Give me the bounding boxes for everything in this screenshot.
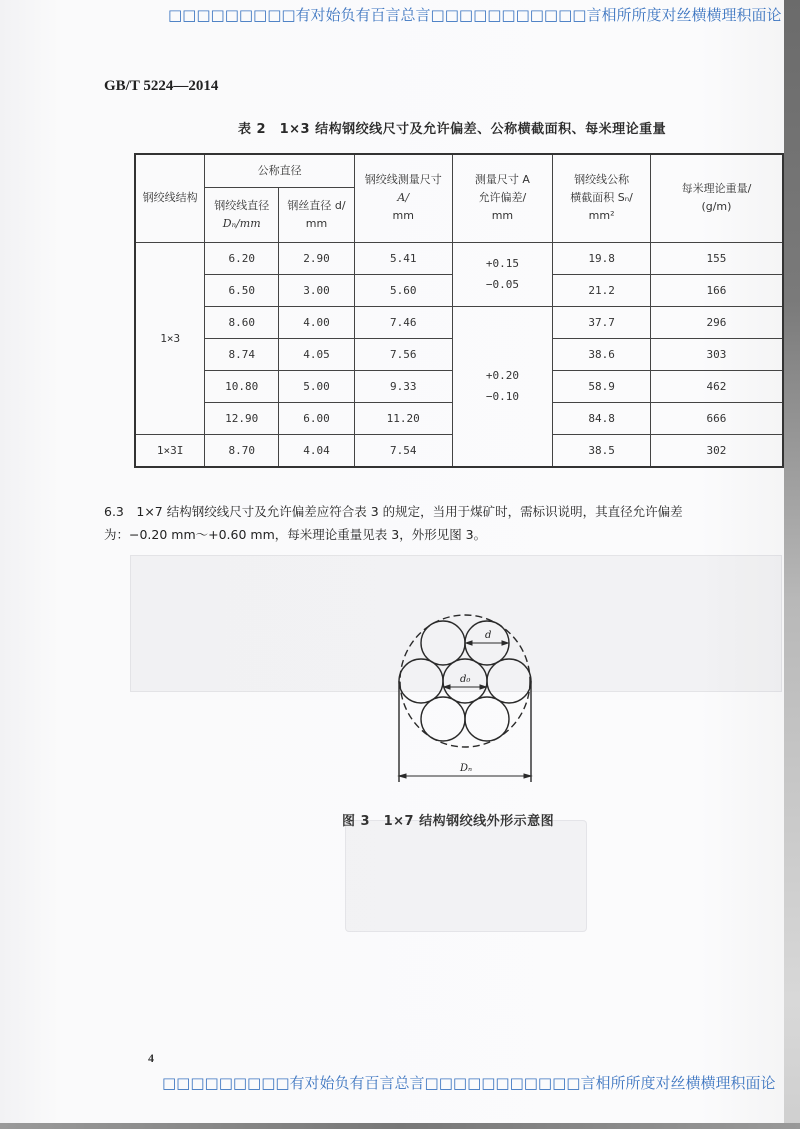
- header-area: 钢绞线公称 横截面积 Sₙ/ mm²: [553, 154, 651, 242]
- cell-weight: 166: [650, 274, 783, 306]
- section-6-3-paragraph: [104, 500, 774, 546]
- figure-caption: 图 3 1×7 结构钢绞线外形示意图: [342, 814, 555, 829]
- cell-weight: 666: [650, 402, 783, 434]
- label-d0: d₀: [460, 674, 471, 685]
- strand-cross-section-diagram: [380, 596, 550, 786]
- cell-area: 38.6: [553, 338, 651, 370]
- header-weight: 每米理论重量/ (g/m): [650, 154, 783, 242]
- cell-measured: 9.33: [354, 370, 452, 402]
- cell-area: 38.5: [553, 434, 651, 467]
- cell-area: 37.7: [553, 306, 651, 338]
- page-number: 4: [148, 1051, 154, 1065]
- cell-weight: 296: [650, 306, 783, 338]
- cell-wire-diameter: 2.90: [279, 242, 355, 274]
- cell-area: 21.2: [553, 274, 651, 306]
- cell-area: 58.9: [553, 370, 651, 402]
- cell-area: 84.8: [553, 402, 651, 434]
- cell-measured: 11.20: [354, 402, 452, 434]
- cell-weight: 462: [650, 370, 783, 402]
- cell-measured: 7.46: [354, 306, 452, 338]
- cell-area: 19.8: [553, 242, 651, 274]
- cell-wire-diameter: 3.00: [279, 274, 355, 306]
- standard-code: GB/T 5224—2014: [104, 78, 219, 94]
- cell-wire-diameter: 5.00: [279, 370, 355, 402]
- header-measured-size: 钢绞线测量尺寸 A/ mm: [354, 154, 452, 242]
- cell-wire-diameter: 4.05: [279, 338, 355, 370]
- scan-edge-bottom: [0, 1123, 800, 1129]
- bleed-through-figure: [345, 820, 587, 932]
- cell-structure: 1×3: [135, 242, 205, 434]
- table-row: [135, 306, 783, 338]
- label-d: d: [485, 630, 492, 641]
- cell-measured: 5.41: [354, 242, 452, 274]
- cell-wire-diameter: 4.00: [279, 306, 355, 338]
- watermark-top: □□□□□□□□□有对始负有百言总言□□□□□□□□□□□言相所所度对丝横横理积面论: [168, 6, 782, 24]
- header-tolerance: 测量尺寸 A 允许偏差/ mm: [452, 154, 553, 242]
- header-nominal-diameter: 公称直径: [205, 154, 355, 187]
- table-row: [135, 242, 783, 274]
- table-caption: 表 2 1×3 结构钢绞线尺寸及允许偏差、公称横截面积、每米理论重量: [238, 122, 667, 137]
- cell-weight: 303: [650, 338, 783, 370]
- cell-strand-diameter: 8.70: [205, 434, 279, 467]
- label-Dn: Dₙ: [460, 763, 473, 774]
- paragraph-line-2: 为：−0.20 mm～+0.60 mm，每米理论重量见表 3，外形见图 3。: [104, 527, 487, 542]
- cell-tolerance: +0.20 −0.10: [452, 306, 553, 467]
- header-wire-diameter: 钢丝直径 d/ mm: [279, 187, 355, 242]
- cell-wire-diameter: 6.00: [279, 402, 355, 434]
- cell-strand-diameter: 8.74: [205, 338, 279, 370]
- strand-spec-table: [134, 153, 784, 468]
- cell-strand-diameter: 6.50: [205, 274, 279, 306]
- cell-strand-diameter: 12.90: [205, 402, 279, 434]
- cell-tolerance: +0.15 −0.05: [452, 242, 553, 306]
- cell-strand-diameter: 8.60: [205, 306, 279, 338]
- cell-weight: 155: [650, 242, 783, 274]
- cell-weight: 302: [650, 434, 783, 467]
- cell-strand-diameter: 6.20: [205, 242, 279, 274]
- cell-measured: 7.54: [354, 434, 452, 467]
- header-structure: 钢绞线结构: [135, 154, 205, 242]
- cell-structure: 1×3I: [135, 434, 205, 467]
- cell-measured: 7.56: [354, 338, 452, 370]
- cell-strand-diameter: 10.80: [205, 370, 279, 402]
- cell-wire-diameter: 4.04: [279, 434, 355, 467]
- cell-measured: 5.60: [354, 274, 452, 306]
- header-strand-diameter: 钢绞线直径 Dₙ/mm: [205, 187, 279, 242]
- paragraph-line-1: 6.3 1×7 结构钢绞线尺寸及允许偏差应符合表 3 的规定，当用于煤矿时，需标识说明，其直径允许偏差: [104, 504, 683, 519]
- watermark-bottom: □□□□□□□□□有对始负有百言总言□□□□□□□□□□□言相所所度对丝横横理积面论: [162, 1074, 776, 1092]
- scan-edge-right: [784, 0, 800, 1129]
